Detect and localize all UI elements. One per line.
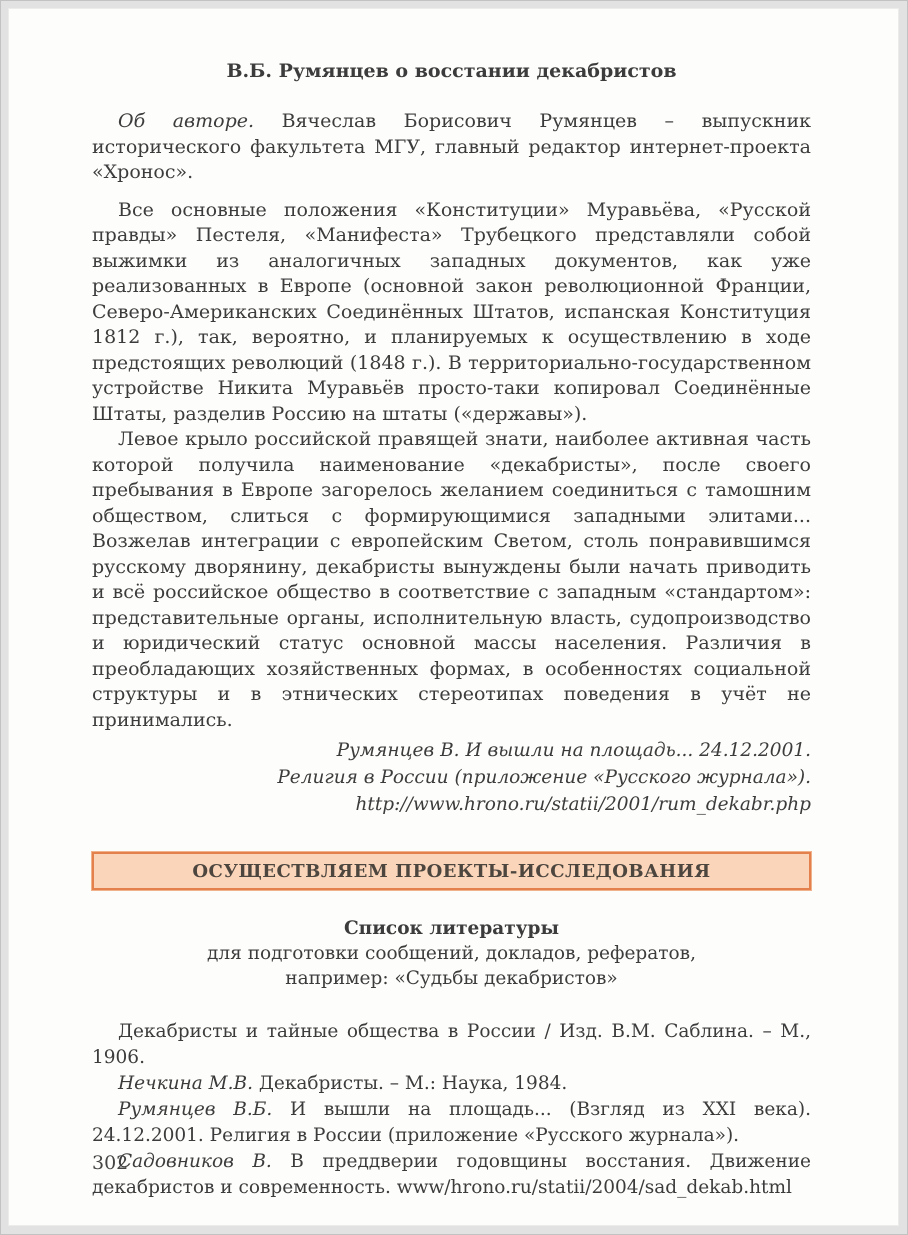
- about-author-paragraph: [92, 109, 811, 186]
- bibliography-item: [92, 1149, 811, 1201]
- bibliography-item-author: Нечкина М.В.: [118, 1073, 253, 1094]
- attribution-line-2: Религия в России (приложение «Русского журнала»).: [277, 767, 811, 788]
- bibliography-item-author: Садовников В.: [118, 1151, 272, 1172]
- about-author-text: Вячеслав Борисович Румянцев – выпускник исторического факультета МГУ, главный редактор интернет-проекта «Хронос».: [92, 110, 811, 183]
- bibliography-item-text: Декабристы и тайные общества в России / Изд. В.М. Саблина. – М., 1906.: [92, 1021, 811, 1068]
- bibliography-list: [92, 1019, 811, 1201]
- article-paragraph-1: Все основные положения «Конституции» Муравьёва, «Русской правды» Пестеля, «Манифеста» Трубецкого представляли собой выжимки из аналогичных западных документов, как уже реализованных в Европе (основной закон революционной Франции, Северо-Американских Соединённых Штатов, испанская Конституция 1812 г.), так, вероятно, и планируемых к осуществлению в ходе предстоящих революций (1848 г.). В территориально-государственном устройстве Никита Муравьёв просто-таки копировал Соединённые Штаты, разделив Россию на штаты («державы»).: [92, 198, 811, 425]
- bibliography-heading: Список литературы: [343, 918, 560, 939]
- bibliography-item-text: Декабристы. – М.: Наука, 1984.: [252, 1073, 568, 1094]
- page-surface: [8, 8, 899, 1226]
- page-content: [92, 60, 811, 1201]
- bibliography-item-text: В преддверии годовщины восстания. Движение декабристов и современность. www/hrono.ru/statii/2004/sad_dekab.html: [92, 1151, 811, 1198]
- article-paragraph-2: Левое крыло российской правящей знати, наиболее активная часть которой получила наименование «декабристы», после своего пребывания в Европе загорелось желанием соединиться с тамошним обществом, слиться с формирующимися западными элитами... Возжелав интеграции с европейским Светом, столь понравившимся русскому дворянину, декабристы вынуждены были начать приводить и всё российское общество в соответствие с западным «стандартом»: представительные органы, исполнительную власть, судопроизводство и юридический статус основной массы населения. Различия в преобладающих хозяйственных формах, в особенностях социальной структуры и в этнических стереотипах поведения в учёт не принимались.: [92, 428, 811, 731]
- about-author-lead: Об авторе.: [118, 110, 255, 132]
- attribution-line-1: Румянцев В. И вышли на площадь... 24.12.2001.: [336, 740, 811, 761]
- bibliography-item-author: Румянцев В.Б.: [118, 1099, 273, 1120]
- bibliography-subtitle-line-1: для подготовки сообщений, докладов, рефератов,: [207, 943, 696, 964]
- bibliography-item: [92, 1019, 811, 1071]
- bibliography-item-text: И вышли на площадь... (Взгляд из XXI века). 24.12.2001. Религия в России (приложение «Русского журнала»).: [92, 1099, 811, 1146]
- bibliography-item: [92, 1097, 811, 1149]
- source-attribution: [92, 737, 811, 818]
- article-title: В.Б. Румянцев о восстании декабристов: [226, 60, 677, 82]
- attribution-url: http://www.hrono.ru/statii/2001/rum_dekabr.php: [355, 794, 811, 815]
- bibliography-item: [92, 1071, 811, 1097]
- bibliography-subtitle-line-2: например: «Судьбы декабристов»: [285, 968, 618, 989]
- projects-research-banner: ОСУЩЕСТВЛЯЕМ ПРОЕКТЫ-ИССЛЕДОВАНИЯ: [92, 852, 811, 890]
- page-number: 302: [92, 1152, 129, 1174]
